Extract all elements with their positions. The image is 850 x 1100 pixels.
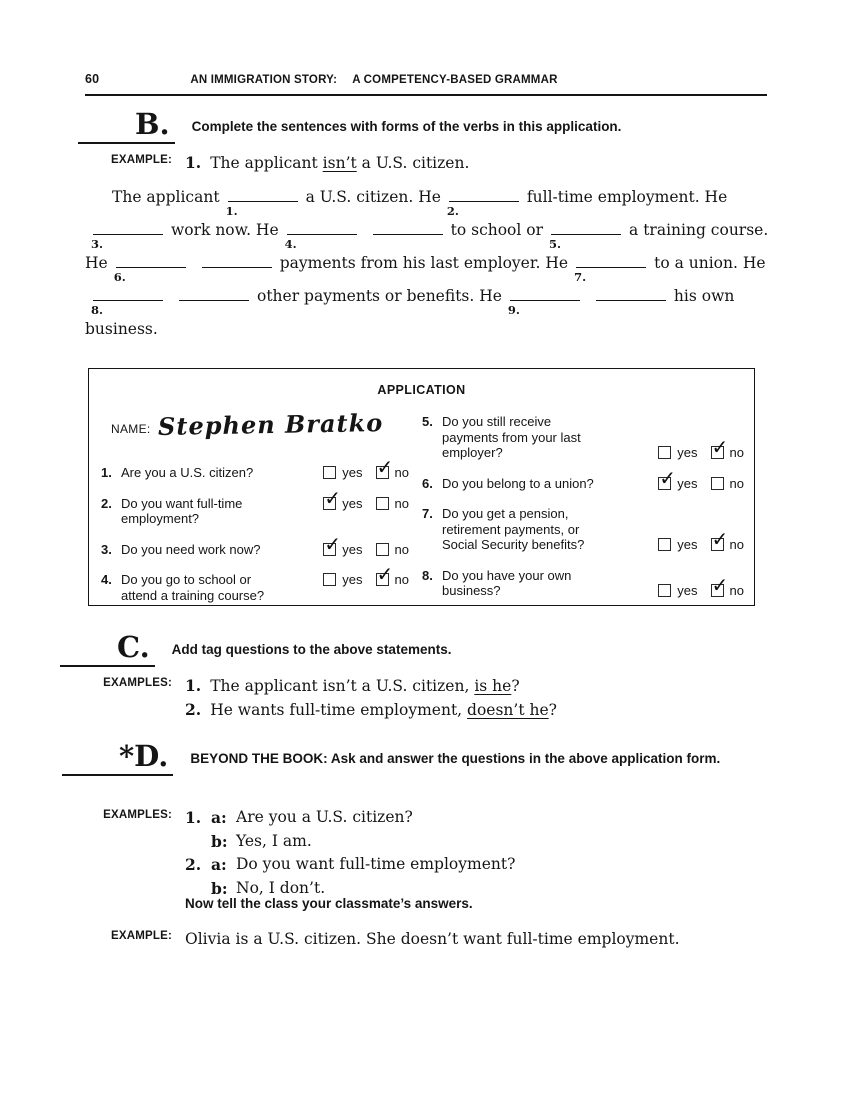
yes-label: yes xyxy=(342,541,363,557)
application-columns xyxy=(101,403,742,603)
text-segment: a U.S. citizen. xyxy=(356,154,470,172)
no-checkbox xyxy=(376,455,394,480)
text-segment: payments from his last employer. He xyxy=(279,254,569,272)
yes-option xyxy=(323,465,362,481)
checkmark-icon: ✓ xyxy=(711,527,729,552)
text-segment: He wants full-time employment, xyxy=(210,701,468,719)
yes-label: yes xyxy=(677,537,698,552)
yes-option xyxy=(658,445,697,461)
no-option xyxy=(376,542,409,558)
yes-checkbox xyxy=(323,466,336,479)
dialog-line xyxy=(185,806,515,830)
text-segment: The applicant isn’t a U.S. citizen, xyxy=(210,677,475,695)
application-question-row xyxy=(422,506,744,553)
application-right-column xyxy=(422,414,744,603)
question-line: business? xyxy=(442,583,501,598)
follow-up-instruction: Now tell the class your classmate’s answers. xyxy=(185,896,473,911)
section-b-heading xyxy=(78,107,622,144)
question-line: Social Security benefits? xyxy=(442,537,585,552)
yes-label: yes xyxy=(342,495,363,511)
text-segment: full-time employment. He xyxy=(526,188,728,206)
question-line: Are you a U.S. citizen? xyxy=(121,465,254,480)
example-number: 2. xyxy=(185,855,202,874)
no-checkbox xyxy=(376,562,394,587)
answer-blank xyxy=(284,222,357,251)
answer-blank xyxy=(549,222,621,251)
example-number: 1. xyxy=(185,676,202,695)
yes-checkbox xyxy=(658,538,671,551)
section-d-examples xyxy=(78,806,515,900)
dialog-text: Do you want full-time employment? xyxy=(236,855,516,873)
example-text xyxy=(210,154,469,172)
no-checkbox xyxy=(376,497,389,510)
blank-number: 8. xyxy=(91,303,104,317)
answer-checkboxes xyxy=(323,455,409,481)
checkmark-icon: ✓ xyxy=(376,455,394,480)
yes-option xyxy=(658,583,697,599)
questions-5-8 xyxy=(422,414,744,599)
answer-blank xyxy=(596,288,666,301)
no-label: no xyxy=(394,465,409,480)
book-title: AN IMMIGRATION STORY: xyxy=(190,74,338,86)
question-line: Do you still receive xyxy=(442,414,552,429)
name-handwritten-value: Stephen Bratko xyxy=(157,408,383,441)
blank-number: 9. xyxy=(507,303,520,317)
paragraph-line xyxy=(85,254,775,287)
example-label: EXAMPLE: xyxy=(110,154,172,166)
speaker-label: b: xyxy=(211,831,228,851)
no-label: no xyxy=(729,475,744,491)
yes-checkbox xyxy=(323,573,336,586)
paragraph-line xyxy=(85,320,775,353)
underlined-text: isn’t xyxy=(322,154,357,172)
no-label: no xyxy=(729,445,744,460)
question-text xyxy=(121,465,293,481)
name-label: NAME: xyxy=(111,422,151,436)
no-option xyxy=(711,573,744,599)
application-question-row xyxy=(422,568,744,599)
final-example xyxy=(78,927,680,951)
tag-question-example xyxy=(185,674,557,698)
yes-label: yes xyxy=(677,583,698,598)
question-text xyxy=(442,414,626,461)
speaker-label: a: xyxy=(211,808,227,827)
application-question-row xyxy=(101,562,409,603)
blank-number: 4. xyxy=(284,237,297,251)
section-b-letter: B. xyxy=(78,110,175,144)
application-title: APPLICATION xyxy=(377,383,466,397)
question-number: 3. xyxy=(101,541,112,557)
question-line: payments from your last xyxy=(442,429,581,445)
text-segment: ? xyxy=(511,677,520,695)
yes-option xyxy=(658,537,697,553)
name-row xyxy=(111,410,409,444)
yes-checkbox xyxy=(323,485,342,510)
no-checkbox xyxy=(376,543,389,556)
tag-question-example xyxy=(185,698,557,722)
section-b-title: Complete the sentences with forms of the verbs in this application. xyxy=(191,119,622,135)
fill-in-paragraph xyxy=(85,188,775,353)
question-line: Do you want full-time xyxy=(121,495,243,511)
no-option xyxy=(376,496,409,512)
dialog-line xyxy=(185,830,515,854)
blank-number: 7. xyxy=(574,270,587,284)
question-line: Do you belong to a union? xyxy=(442,475,594,491)
blank-number: 1. xyxy=(225,204,238,218)
answer-checkboxes xyxy=(658,573,744,599)
answer-checkboxes xyxy=(658,465,744,492)
examples-label: EXAMPLES: xyxy=(103,677,172,689)
checkmark-icon: ✓ xyxy=(324,485,342,510)
section-b-example xyxy=(78,151,469,175)
answer-blank xyxy=(202,255,272,268)
blank-number: 5. xyxy=(549,237,562,251)
yes-option xyxy=(323,572,362,588)
question-text xyxy=(442,568,626,599)
text-segment: work now. He xyxy=(171,221,279,239)
text-segment: The applicant xyxy=(210,154,323,172)
no-checkbox xyxy=(711,435,729,460)
example-sentence xyxy=(185,151,469,175)
yes-label: yes xyxy=(677,475,698,491)
answer-blank xyxy=(113,255,186,284)
yes-option xyxy=(323,531,363,558)
no-label: no xyxy=(394,572,409,587)
text-segment: to a union. He xyxy=(654,254,766,272)
text-segment: The applicant xyxy=(112,188,220,206)
question-line: retirement payments, or xyxy=(442,521,580,537)
answer-blank xyxy=(179,288,249,301)
no-label: no xyxy=(394,541,409,557)
section-d-title: BEYOND THE BOOK: Ask and answer the questions in the above application form. xyxy=(190,751,721,767)
no-label: no xyxy=(729,537,744,552)
section-d-heading xyxy=(62,739,721,776)
blank-number: 6. xyxy=(113,270,126,284)
checkmark-icon: ✓ xyxy=(711,435,729,460)
text-segment: his own xyxy=(673,287,735,305)
answer-checkboxes xyxy=(658,435,744,461)
answer-blank xyxy=(574,255,646,284)
example-number: 1. xyxy=(185,808,202,827)
yes-checkbox xyxy=(323,531,342,556)
text-segment: other payments or benefits. He xyxy=(257,287,502,305)
application-left-column xyxy=(101,403,409,603)
answer-blank xyxy=(446,189,519,218)
yes-label: yes xyxy=(342,572,363,587)
yes-label: yes xyxy=(677,445,698,460)
dialog-line xyxy=(185,853,515,877)
question-number: 5. xyxy=(422,414,433,429)
question-line: Do you need work now? xyxy=(121,541,261,557)
question-line: Do you have your own xyxy=(442,567,572,583)
text-segment: a U.S. citizen. He xyxy=(305,188,441,206)
question-number: 7. xyxy=(422,506,433,521)
book-subtitle: A COMPETENCY-BASED GRAMMAR xyxy=(352,74,558,86)
answer-blank xyxy=(373,222,443,235)
question-number: 1. xyxy=(101,465,112,480)
no-label: no xyxy=(729,583,744,598)
paragraph-line xyxy=(85,188,775,221)
no-label: no xyxy=(394,495,409,511)
no-checkbox xyxy=(711,477,724,490)
text-segment: ? xyxy=(548,701,557,719)
question-number: 4. xyxy=(101,572,112,587)
tag-question-examples xyxy=(185,674,557,722)
examples-label: EXAMPLES: xyxy=(103,809,172,821)
no-option xyxy=(711,527,744,553)
paragraph-line xyxy=(85,287,775,320)
blank-number: 3. xyxy=(91,237,104,251)
question-text xyxy=(121,572,293,603)
answer-blank xyxy=(91,222,163,251)
answer-blank xyxy=(91,288,163,317)
underlined-text: is he xyxy=(474,677,512,695)
answer-checkboxes xyxy=(323,562,409,588)
dialog-text: No, I don’t. xyxy=(236,878,326,897)
text-segment: business. xyxy=(85,320,158,338)
yes-option xyxy=(658,465,698,492)
example-label: EXAMPLE: xyxy=(110,930,172,942)
application-question-row xyxy=(101,531,409,558)
yes-checkbox xyxy=(658,465,677,490)
checkmark-icon: ✓ xyxy=(659,465,677,490)
question-number: 2. xyxy=(101,495,112,511)
example-number xyxy=(185,830,211,854)
answer-blank xyxy=(507,288,580,317)
checkmark-icon: ✓ xyxy=(376,562,394,587)
question-text xyxy=(121,542,293,558)
answer-checkboxes xyxy=(323,485,409,512)
dialog-text: Are you a U.S. citizen? xyxy=(236,808,413,826)
question-line: Do you get a pension, xyxy=(442,506,569,521)
yes-label: yes xyxy=(342,465,363,480)
question-text xyxy=(442,506,626,553)
question-line: employer? xyxy=(442,445,503,460)
page-number: 60 xyxy=(85,72,100,86)
dialog-text: Yes, I am. xyxy=(236,831,312,850)
questions-1-4 xyxy=(101,455,409,603)
answer-checkboxes xyxy=(323,531,409,558)
answer-checkboxes xyxy=(658,527,744,553)
application-question-row xyxy=(422,465,744,492)
question-line: Do you go to school or xyxy=(121,572,252,587)
speaker-label: a: xyxy=(211,855,227,874)
yes-checkbox xyxy=(658,446,671,459)
example-number: 1. xyxy=(185,153,202,172)
yes-option xyxy=(323,485,363,512)
question-text xyxy=(442,476,626,492)
section-c-heading xyxy=(60,630,452,667)
question-text xyxy=(121,496,293,527)
page-header xyxy=(85,72,767,96)
blank-number: 2. xyxy=(446,204,459,218)
text-segment: to school or xyxy=(450,221,544,239)
no-option xyxy=(711,476,744,492)
text-segment: a training course. xyxy=(629,221,769,239)
example-number: 2. xyxy=(185,700,202,719)
section-c-letter: C. xyxy=(60,633,155,667)
no-checkbox xyxy=(711,573,729,598)
no-option xyxy=(376,455,409,481)
question-number: 6. xyxy=(422,475,433,491)
no-option xyxy=(711,435,744,461)
question-line: attend a training course? xyxy=(121,587,265,603)
dialog-examples xyxy=(185,806,515,900)
final-example-text: Olivia is a U.S. citizen. She doesn’t want full-time employment. xyxy=(185,930,680,948)
speaker-label: b: xyxy=(211,878,228,898)
paragraph-line xyxy=(85,221,775,254)
application-question-row xyxy=(422,414,744,461)
section-c-examples xyxy=(78,674,557,722)
underlined-text: doesn’t he xyxy=(467,701,549,719)
no-option xyxy=(376,562,409,588)
application-question-row xyxy=(101,485,409,527)
answer-blank xyxy=(225,189,298,218)
application-question-row xyxy=(101,455,409,481)
yes-checkbox xyxy=(658,584,671,597)
section-d-letter: *D. xyxy=(62,742,173,776)
question-line: employment? xyxy=(121,511,200,526)
no-checkbox xyxy=(711,527,729,552)
question-number: 8. xyxy=(422,567,433,583)
text-segment: He xyxy=(85,254,108,272)
section-c-title: Add tag questions to the above statements. xyxy=(171,642,452,658)
checkmark-icon: ✓ xyxy=(324,531,342,556)
application-form xyxy=(88,368,755,606)
checkmark-icon: ✓ xyxy=(711,573,729,598)
